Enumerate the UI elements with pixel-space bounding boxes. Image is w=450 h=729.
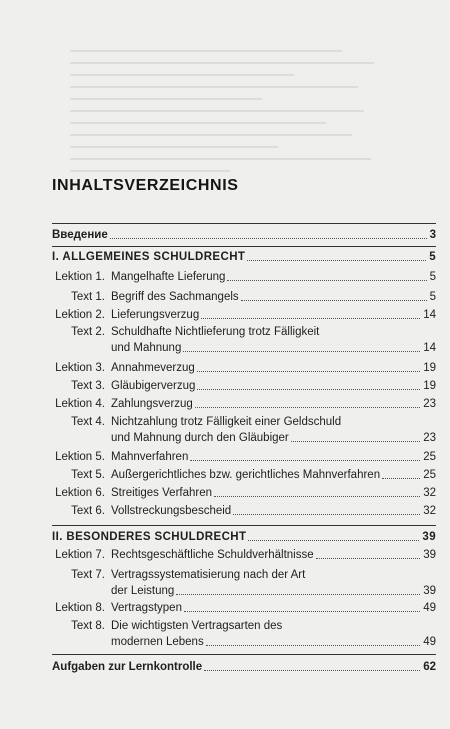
toc-rule-section-1 — [52, 246, 436, 247]
toc-entry-number: Text 6. — [71, 505, 105, 517]
toc-entry-text-cont: modernen Lebens — [111, 636, 204, 648]
leader-dots — [247, 260, 426, 261]
toc-entry-page: 19 — [423, 362, 436, 374]
toc-entry-page: 3 — [429, 229, 436, 241]
toc-entry-text: Rechtsgeschäftliche Schuldverhältnisse — [111, 549, 314, 561]
toc-entry-number: Lektion 4. — [55, 398, 105, 410]
toc-entry-page: 14 — [423, 309, 436, 321]
toc-rule-section-2 — [52, 525, 436, 526]
toc-entry-page: 5 — [429, 251, 436, 263]
leader-dots — [291, 441, 420, 442]
toc-entry-text: Schuldhafte Nichtlieferung trotz Fälligkeit — [111, 326, 320, 338]
bleed-through-text — [70, 40, 390, 182]
toc-entry-text: II. BESONDERES SCHULDRECHT — [52, 531, 247, 543]
leader-dots — [206, 645, 420, 646]
toc-entry-number: Lektion 7. — [55, 549, 105, 561]
toc-entry-number: Text 5. — [71, 469, 105, 481]
toc-title: INHALTSVERZEICHNIS — [52, 177, 239, 194]
toc-rule-bottom — [52, 654, 436, 655]
toc-entry-page: 39 — [423, 585, 436, 597]
leader-dots — [110, 238, 427, 239]
toc-entry-text: Введение — [52, 229, 108, 241]
toc-entry-text: Vertragstypen — [111, 602, 182, 614]
leader-dots — [197, 389, 420, 390]
toc-entry-text: Annahmeverzug — [111, 362, 195, 374]
toc-entry-text: I. ALLGEMEINES SCHULDRECHT — [52, 251, 246, 263]
leader-dots — [227, 280, 426, 281]
toc-entry-page: 25 — [423, 451, 436, 463]
toc-entry-text: Außergerichtliches bzw. gerichtliches Mahnverfahren — [111, 469, 381, 481]
toc-entry-number: Text 3. — [71, 380, 105, 392]
toc-entry-number: Text 1. — [71, 291, 105, 303]
toc-entry-page: 5 — [429, 291, 436, 303]
leader-dots — [190, 460, 420, 461]
toc-entry-number: Lektion 2. — [55, 309, 105, 321]
toc-entry-text: Nichtzahlung trotz Fälligkeit einer Geldschuld — [111, 416, 342, 428]
toc-entry-page: 23 — [423, 398, 436, 410]
toc-entry-page: 5 — [429, 271, 436, 283]
toc-entry-number: Text 4. — [71, 416, 105, 428]
leader-dots — [248, 540, 419, 541]
toc-entry-page: 39 — [423, 549, 436, 561]
toc-entry-number: Lektion 5. — [55, 451, 105, 463]
leader-dots — [214, 496, 420, 497]
toc-entry-page: 62 — [423, 661, 436, 673]
toc-entry-page: 49 — [423, 636, 436, 648]
toc-entry-number: Text 7. — [71, 569, 105, 581]
leader-dots — [241, 300, 427, 301]
leader-dots — [201, 318, 420, 319]
toc-entry-number: Lektion 1. — [55, 271, 105, 283]
toc-entry-page: 23 — [423, 432, 436, 444]
toc-entry-text: Zahlungsverzug — [111, 398, 193, 410]
toc-entry-text: Aufgaben zur Lernkontrolle — [52, 661, 203, 673]
leader-dots — [176, 594, 420, 595]
leader-dots — [382, 478, 420, 479]
toc-entry-number: Lektion 6. — [55, 487, 105, 499]
toc-entry-text: Lieferungsverzug — [111, 309, 200, 321]
leader-dots — [233, 514, 420, 515]
toc-entry-page: 32 — [423, 505, 436, 517]
toc-entry-text: Vertragssystematisierung nach der Art — [111, 569, 306, 581]
toc-entry-page: 19 — [423, 380, 436, 392]
toc-entry-text: Gläubigerverzug — [111, 380, 196, 392]
toc-entry-text: Mahnverfahren — [111, 451, 189, 463]
toc-entry-number: Lektion 8. — [55, 602, 105, 614]
toc-entry-text: Mangelhafte Lieferung — [111, 271, 226, 283]
toc-entry-page: 32 — [423, 487, 436, 499]
toc-entry-page: 14 — [423, 342, 436, 354]
toc-entry-number: Lektion 3. — [55, 362, 105, 374]
toc-entry-text-cont: und Mahnung durch den Gläubiger — [111, 432, 289, 444]
leader-dots — [197, 371, 420, 372]
leader-dots — [195, 407, 420, 408]
toc-entry-text: Begriff des Sachmangels — [111, 291, 239, 303]
leader-dots — [183, 351, 420, 352]
toc-rule-top — [52, 223, 436, 224]
leader-dots — [316, 558, 421, 559]
toc-entry-page: 49 — [423, 602, 436, 614]
toc-entry-number: Text 8. — [71, 620, 105, 632]
toc-entry-text: Vollstreckungsbescheid — [111, 505, 232, 517]
toc-entry-text: Die wichtigsten Vertragsarten des — [111, 620, 283, 632]
toc-entry-page: 39 — [422, 531, 436, 543]
toc-entry-page: 25 — [423, 469, 436, 481]
toc-entry-number: Text 2. — [71, 326, 105, 338]
toc-entry-text: Streitiges Verfahren — [111, 487, 213, 499]
toc-entry-text-cont: der Leistung — [111, 585, 175, 597]
leader-dots — [184, 611, 420, 612]
toc-entry-text-cont: und Mahnung — [111, 342, 182, 354]
leader-dots — [204, 670, 420, 671]
